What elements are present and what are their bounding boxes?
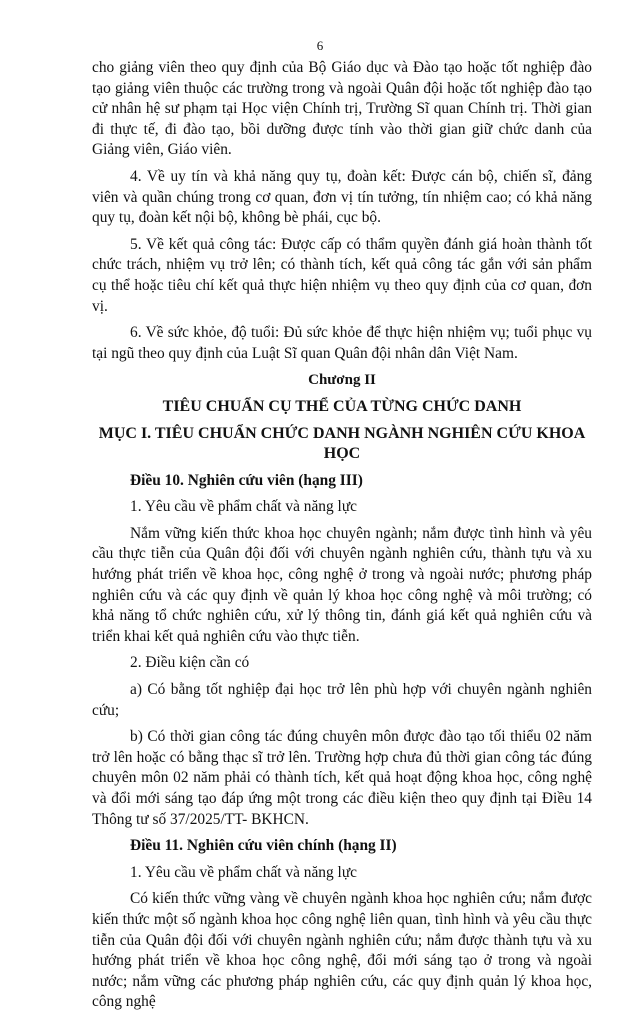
section-title: MỤC I. TIÊU CHUẨN CHỨC DANH NGÀNH NGHIÊN CỨU KHOA HỌC xyxy=(98,424,586,463)
chapter-heading: Chương II xyxy=(308,372,376,389)
article-10-item-2b: b) Có thời gian công tác đúng chuyên môn được đào tạo tối thiểu 02 năm trở lên hoặc có bằng thạc sĩ trở lên. Trường hợp chưa đủ thời gian công tác đúng chuyên môn 02 năm phải có thành tích, kết quả hoạt động khoa học, công nghệ và đổi mới sáng tạo đáp ứng một trong các điều kiện theo quy định tại Điều 14 Thông tư số 37/2025/TT- BKHCN. xyxy=(92,728,592,828)
paragraph-item-6: 6. Về sức khỏe, độ tuổi: Đủ sức khỏe để thực hiện nhiệm vụ; tuổi phục vụ tại ngũ theo quy định của Luật Sĩ quan Quân đội nhân dân Việt Nam. xyxy=(92,324,592,362)
article-10-paragraph: Nắm vững kiến thức khoa học chuyên ngành; nắm được tình hình và yêu cầu thực tiễn của Quân đội đối với chuyên ngành nghiên cứu, thành tựu và xu hướng phát triển về khoa học, công nghệ ở trong và ngoài nước; phương pháp nghiên cứu và các quy định về quản lý khoa học công nghệ và môi trường; có khả năng tổ chức nghiên cứu, xử lý thông tin, đánh giá kết quả nghiên cứu và triển khai kết quả nghiên cứu vào thực tiễn. xyxy=(92,524,592,645)
document-body xyxy=(92,58,592,1019)
article-11-paragraph: Có kiến thức vững vàng về chuyên ngành khoa học nghiên cứu; nắm được kiến thức một số ngành khoa học công nghệ liên quan, tình hình và yêu cầu thực tiễn của Quân đội đối với chuyên ngành nghiên cứu; nắm được thành tựu và xu hướng phát triển về khoa học công nghệ, đổi mới sáng tạo ở trong và ngoài nước; nắm vững các phương pháp nghiên cứu, các quy định quản lý khoa học, công nghệ xyxy=(92,890,592,1011)
page-number: 6 xyxy=(316,38,324,53)
article-10-item-2: 2. Điều kiện cần có xyxy=(130,654,250,672)
paragraph-item-5: 5. Về kết quả công tác: Được cấp có thẩm quyền đánh giá hoàn thành tốt chức trách, nhiệm vụ trở lên; có thành tích, kết quả công tác gắn với sản phẩm cụ thể hoặc tiêu chí kết quả thực hiện nhiệm vụ theo quy định của cơ quan, đơn vị. xyxy=(92,235,592,315)
chapter-title: TIÊU CHUẨN CỤ THỂ CỦA TỪNG CHỨC DANH xyxy=(162,397,522,415)
article-10-item-1: 1. Yêu cầu về phẩm chất và năng lực xyxy=(130,498,357,516)
article-11-heading: Điều 11. Nghiên cứu viên chính (hạng II) xyxy=(130,837,397,855)
paragraph-item-4: 4. Về uy tín và khả năng quy tụ, đoàn kết: Được cán bộ, chiến sĩ, đảng viên và quần chúng trong cơ quan, đơn vị tín tưởng, tín nhiệm cao; có khả năng quy tụ, đoàn kết nội bộ, không bè phái, cục bộ. xyxy=(92,167,592,227)
article-10-item-2a: a) Có bằng tốt nghiệp đại học trở lên phù hợp với chuyên ngành nghiên cứu; xyxy=(92,681,592,719)
paragraph-continuation: cho giảng viên theo quy định của Bộ Giáo dục và Đào tạo hoặc tốt nghiệp đào tạo giảng viên thuộc các trường trong và ngoài Quân đội hoặc tốt nghiệp đào tạo cử nhân hệ sư phạm tại Học viện Chính trị, Trường Sĩ quan Chính trị. Thời gian đi thực tế, đi đào tạo, bồi dưỡng được tính vào thời gian giữ chức danh của Giảng viên, Giáo viên. xyxy=(92,59,592,159)
article-11-item-1: 1. Yêu cầu về phẩm chất và năng lực xyxy=(130,863,357,881)
article-10-heading: Điều 10. Nghiên cứu viên (hạng III) xyxy=(130,471,363,489)
